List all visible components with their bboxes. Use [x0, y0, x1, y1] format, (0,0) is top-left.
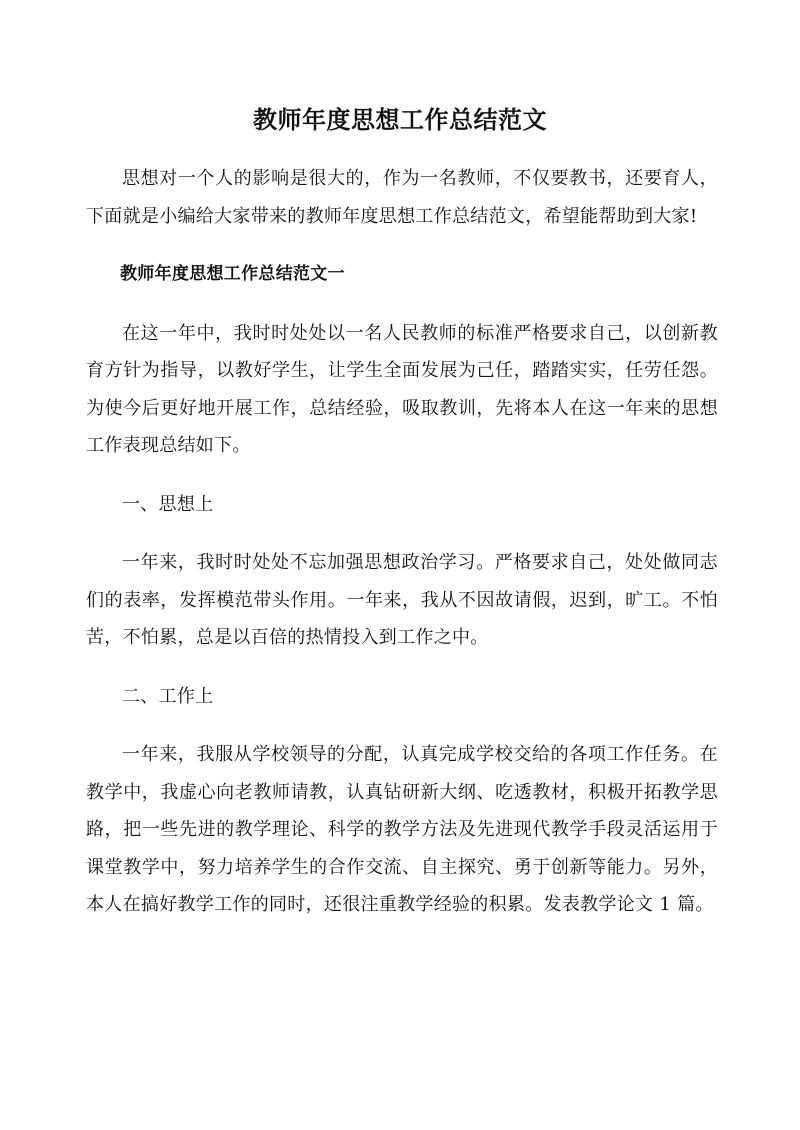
body-paragraph: 在这一年中，我时时处处以一名人民教师的标准严格要求自己，以创新教育方针为指导，以教好学生，让学生全面发展为己任，踏踏实实，任劳任怨。为使今后更好地开展工作，总结经验，吸取教训，先将本人在这一年来的思想工作表现总结如下。 [86, 322, 718, 456]
section-heading: 教师年度思想工作总结范文一 [120, 264, 345, 284]
document-title: 教师年度思想工作总结范文 [253, 105, 547, 134]
subsection-heading: 一、思想上 [122, 493, 214, 515]
subsection-heading: 二、工作上 [122, 685, 214, 707]
intro-paragraph: 思想对一个人的影响是很大的，作为一名教师，不仅要教书，还要育人，下面就是小编给大家带来的教师年度思想工作总结范文，希望能帮助到大家! [86, 168, 718, 227]
body-paragraph: 一年来，我服从学校领导的分配，认真完成学校交给的各项工作任务。在教学中，我虚心向老教师请教，认真钻研新大纲、吃透教材，积极开拓教学思路，把一些先进的教学理论、科学的教学方法及先进现代教学手段灵活运用于课堂教学中，努力培养学生的合作交流、自主探究、勇于创新等能力。另外，本人在搞好教学工作的同时，还很注重教学经验的积累。发表教学论文 1 篇。 [86, 744, 718, 915]
body-paragraph: 一年来，我时时处处不忘加强思想政治学习。严格要求自己，处处做同志们的表率，发挥模范带头作用。一年来，我从不因故请假，迟到，旷工。不怕苦，不怕累，总是以百倍的热情投入到工作之中。 [86, 552, 718, 648]
document-body [86, 160, 718, 924]
